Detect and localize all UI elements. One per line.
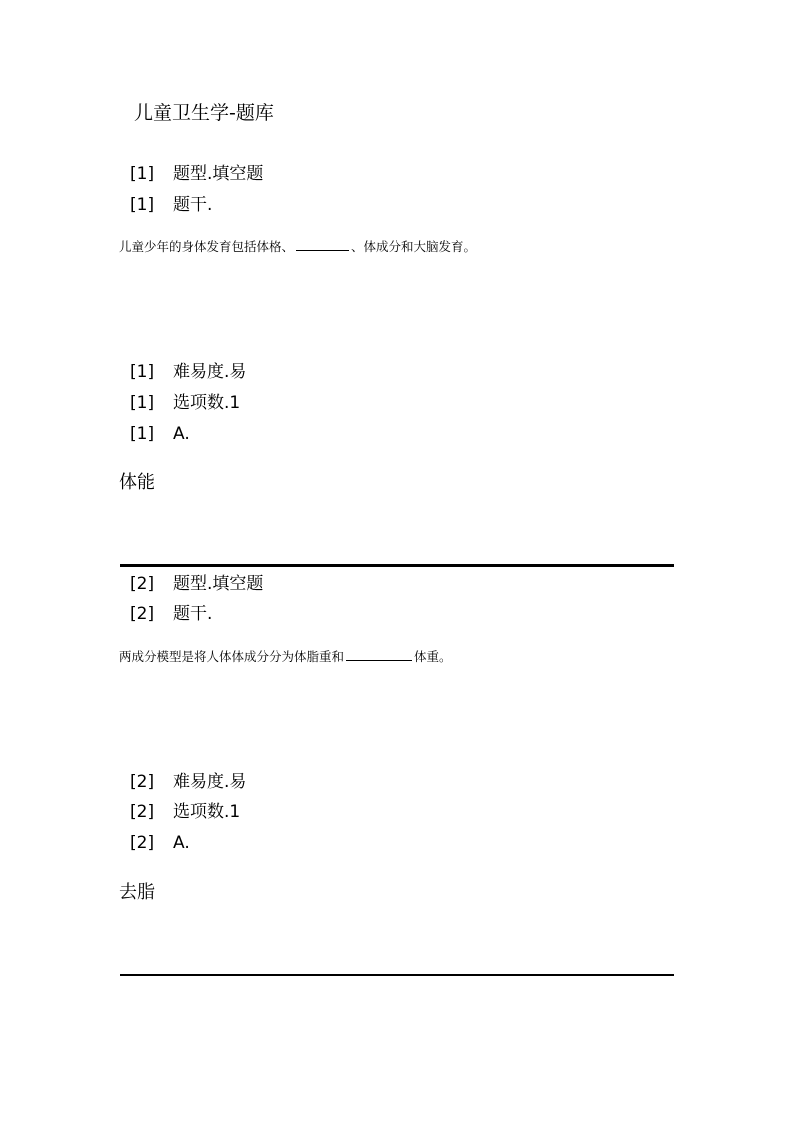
option-letter: A.: [173, 424, 190, 444]
question-divider: [120, 564, 674, 567]
stem-text-before: 两成分模型是将人体体成分分为体脂重和: [119, 649, 345, 664]
question-2-stem-text: [119, 648, 452, 666]
document-title: 儿童卫生学-题库: [134, 102, 274, 124]
question-stem-label: 题干.: [173, 604, 213, 624]
difficulty-label: 难易度.易: [173, 772, 247, 792]
question-1-difficulty-line: [130, 361, 246, 383]
stem-text-after: 、体成分和大脑发育。: [351, 239, 477, 254]
question-type-label: 题型.填空题: [173, 574, 264, 594]
question-number: [2]: [130, 833, 155, 853]
question-number: [2]: [130, 772, 155, 792]
question-number: [1]: [130, 164, 155, 184]
stem-text-before: 儿童少年的身体发育包括体格、: [119, 239, 295, 254]
question-2-answer-line: [130, 832, 190, 854]
question-2-options-line: [130, 801, 240, 823]
question-number: [1]: [130, 195, 155, 215]
question-number: [2]: [130, 802, 155, 822]
question-2-answer: 去脂: [119, 882, 155, 903]
question-number: [2]: [130, 574, 155, 594]
question-1-type-line: [130, 163, 263, 185]
question-stem-label: 题干.: [173, 195, 213, 215]
question-number: [1]: [130, 362, 155, 382]
question-2-difficulty-line: [130, 771, 246, 793]
fill-in-blank: [346, 648, 412, 661]
question-number: [1]: [130, 424, 155, 444]
question-1-options-line: [130, 392, 240, 414]
difficulty-label: 难易度.易: [173, 362, 247, 382]
question-1-stem-line: [130, 194, 212, 216]
question-number: [2]: [130, 604, 155, 624]
option-count-label: 选项数.1: [173, 393, 241, 413]
question-divider: [120, 974, 674, 976]
question-number: [1]: [130, 393, 155, 413]
question-2-stem-line: [130, 603, 212, 625]
question-type-label: 题型.填空题: [173, 164, 264, 184]
question-2-type-line: [130, 573, 263, 595]
option-letter: A.: [173, 833, 190, 853]
fill-in-blank: [296, 238, 349, 251]
question-1-answer: 体能: [119, 472, 155, 493]
question-1-stem-text: [119, 238, 476, 256]
question-1-answer-line: [130, 423, 190, 445]
stem-text-after: 体重。: [414, 649, 452, 664]
option-count-label: 选项数.1: [173, 802, 241, 822]
